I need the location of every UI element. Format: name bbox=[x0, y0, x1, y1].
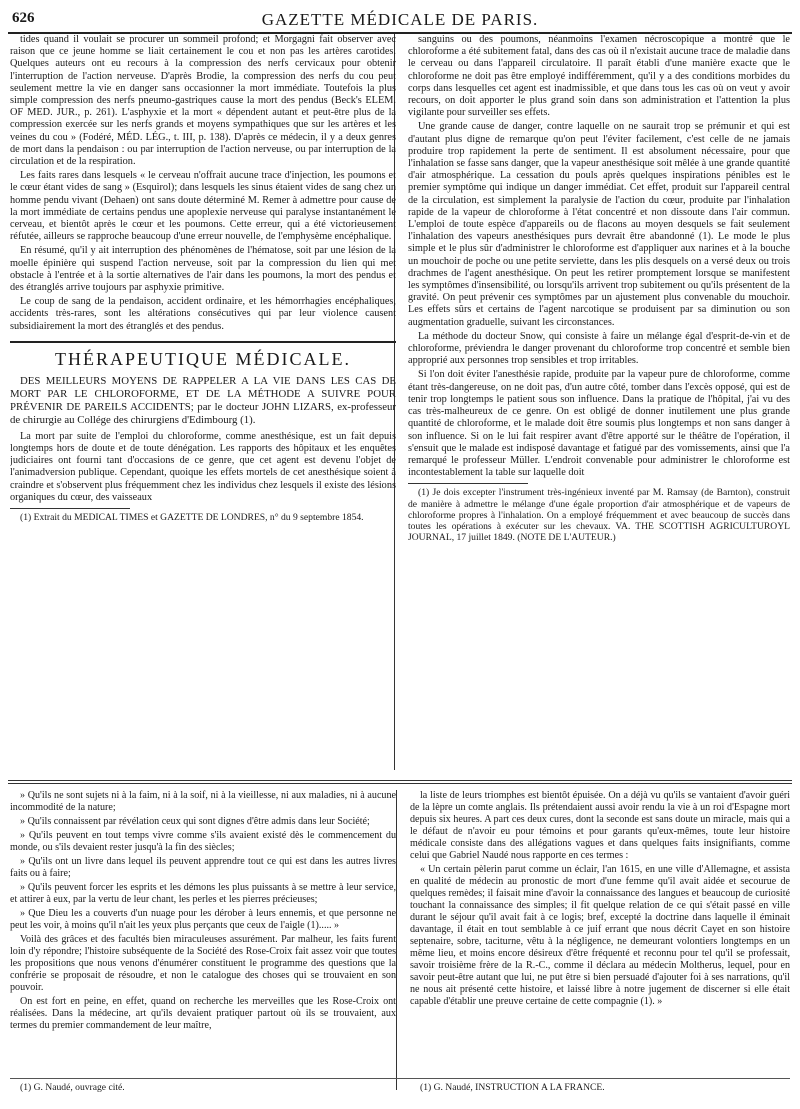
paragraph: Une grande cause de danger, contre laquelle on ne saurait trop se prémunir et qui est d'autant plus digne de remarque qu'on peut l'éviter facilement, c'est celle de ne jamais produire trop rapidement la perte de sentiment. Il est absolument nécessaire, pour que l'inhalation se fasse sans danger, que la vapeur anesthésique soit mêlée à une grande quantité d'air atmosphérique. La cessation du pouls après quelques inspirations pénibles est le premier symptôme qui indique un danger immédiat. Cet effet, produit sur l'appareil central de la circulation, est simplement la paralysie de l'action du cœur, produite par l'inhalation rapide de la vapeur de chloroforme à l'état concentré et non dissoute dans l'air commun. L'emploi de toute espèce d'appareils ou de flacons au moyen desquels se fait seulement l'inhalation des vapeurs anesthésiques purs devrait être abandonné (1). Le mode le plus simple et le plus sûr d'administrer le chloroforme est d'appliquer aux narines et à la bouche un mouchoir de poche ou une petite serviette, dans les plis desquels on a versé deux ou trois drachmes de l'agent anesthésique. On peut les retirer promptement lorsque se manifestent les symptômes d'insensibilité, ou lorsqu'ils arrivent trop subitement ou qu'ils présentent de la gravité. On peut prévenir ces symptômes par un ajustement plus convenable du mouchoir. Les effets sûrs et certains de l'agent narcotique se produisent par sa diminution ou son augmentation graduelle, suivant les circonstances. bbox=[408, 121, 790, 328]
paragraph: tides quand il voulait se procurer un sommeil profond; et Morgagni fait observer avec raison que ce jeune homme se liait certainement le cou et non pas les artères carotides. Quelques auteurs ont eu recours à la compression des nerfs cervicaux pour obtenir l'interruption de l'action nerveuse. D'après Brodie, la compression des nerfs du cou peut seulement mettre la vie en danger sans occasionner la mort immédiate. Toutefois la plus simple compression des nerfs pneumo-gastriques cause la mort des pendus (Beck's ELEM. OF MED. JUR., p. 261). L'asphyxie et la mort « dépendent autant et peut-être plus de la compression exercée sur les nerfs grands et moyens sympathiques que sur les artères et les veines du cou » (Fodéré, MÉD. LÉG., t. III, p. 138). D'après ce médecin, il y a deux genres de mort dans la pendaison : ou par interruption de l'action nerveuse, ou par interruption de la circulation et de la respiration. bbox=[10, 34, 396, 168]
paragraph: » Qu'ils ne sont sujets ni à la faim, ni à la soif, ni à la vieillesse, ni aux maladies, ni à aucune incommodité de la nature; bbox=[10, 790, 396, 813]
section-title: THÉRAPEUTIQUE MÉDICALE. bbox=[55, 348, 351, 369]
paragraph: Les faits rares dans lesquels « le cerveau n'offrait aucune trace d'injection, les poumons et le cœur étant vides de sang » (Esquirol); dans lesquels les sinus étaient vides de sang chez un homme pendu vivant (Dehaen) ont sans doute déterminé M. Remer à admettre pour cause de la mort immédiate de certains pendus une apoplexie nerveuse qui paralyse instantanément le cerveau, et bientôt après le cœur et les poumons. Cette erreur, qui a été victorieusement réfutée, ailleurs se rapproche beaucoup d'une erreur nouvelle, de l'emphysème encéphalique. bbox=[10, 170, 396, 243]
paragraph: En résumé, qu'il y ait interruption des phénomènes de l'hématose, soit par une lésion de la moelle épinière qui suspend l'action nerveuse, soit par la compression du lien qui met obstacle à l'entrée et à la sortie alternatives de l'air dans les poumons, la mort des pendus et des étranglés arrive toujours par asphyxie primitive. bbox=[10, 245, 396, 294]
paragraph: « Un certain pèlerin parut comme un éclair, l'an 1615, en une ville d'Allemagne, et assista en qualité de médecin au pronostic de mort d'une femme qu'il avait aidée et secourue de quelques remèdes; il faisait mine d'avoir la connaissance des langues et beaucoup de curiosité touchant la connaissance des simples; il fit quelque relation de ce qui s'était passé en ville durant le séjour qu'il avait fait à ce logis; bref, excepté la doctrine dans laquelle il éminait davantage, il était en tout semblable à ce juif errant que nous décrit Cayet en son histoire septenaire, sobre, taciturne, vêtu à la négligence, ne demeurant volontiers longtemps en un même lieu, et moins encore désireux d'être fréquenté et reconnu pour tel qu'il se professait, savoir troisième frère de la R.-C., comme il déclara au médecin Moltherus, lequel, pour en savoir peut-être autant que lui, ne put être si bien persuadé d'ajouter foi à ses narrations, qu'il ne nous ait présenté cette histoire, et laissé libre à notre jugement de discerner si elle était capable d'établir une preuve certaine de cette compagnie (1). » bbox=[410, 864, 790, 1007]
footnote: (1) Extrait du MEDICAL TIMES et GAZETTE DE LONDRES, n° du 9 septembre 1854. bbox=[20, 512, 364, 524]
left-column bbox=[10, 34, 396, 776]
paragraph: » Qu'ils peuvent en tout temps vivre comme s'ils avaient existé dès le commencement du monde, ou s'ils devaient rester jusqu'à la fin des siècles; bbox=[10, 830, 396, 853]
paragraph: » Qu'ils ont un livre dans lequel ils peuvent apprendre tout ce qui est dans les autres livres faits ou à faire; bbox=[10, 856, 396, 879]
publication-title: GAZETTE MÉDICALE DE PARIS. bbox=[261, 10, 539, 29]
article-subtitle: DES MEILLEURS MOYENS DE RAPPELER A LA VIE DANS LES CAS DE MORT PAR LE CHLOROFORME, ET DE LA MÉTHODE A SUIVRE POUR PRÉVENIR DE PAREILS ACCIDENTS; par le docteur JOHN LIZARS, ex-professeur de chirurgie au Collége des chirurgiens d'Edimbourg (1). bbox=[10, 374, 396, 426]
footnote: (1) G. Naudé, INSTRUCTION A LA FRANCE. bbox=[420, 1082, 605, 1093]
paragraph: La mort par suite de l'emploi du chloroforme, comme anesthésique, est un fait depuis longtemps hors de doute et de toute dénégation. Les rapports des hôpitaux et les enquêtes judiciaires ont fourni tant d'occasions de ce genre, que cet agent est devenu l'objet de l'animadversion publique. Cependant, quoique les effets mortels de cet anesthésique soient à craindre et s'observent plus fréquemment chez les individus chez lesquels il existe des lésions organiques du cœur, des vaisseaux bbox=[10, 430, 396, 503]
section-divider bbox=[10, 341, 396, 343]
feuilleton-divider bbox=[8, 780, 792, 781]
paragraph: Le coup de sang de la pendaison, accident ordinaire, et les hémorrhagies encéphaliques, accidents très-rares, sont les altérations consécutives qui par leur violence causent subsidiairement la mort des étranglés et des pendus. bbox=[10, 296, 396, 332]
page-header bbox=[8, 4, 792, 34]
paragraph: La méthode du docteur Snow, qui consiste à faire un mélange égal d'esprit-de-vin et de chloroforme, préviendra le danger provenant du chloroforme trop concentré et semble bien approprié aux personnes trop sensibles et trop irritables. bbox=[408, 330, 790, 367]
footnote: (1) G. Naudé, ouvrage cité. bbox=[20, 1082, 125, 1093]
feuilleton-left-column bbox=[10, 790, 396, 1070]
paragraph: la liste de leurs triomphes est bientôt épuisée. On a déjà vu qu'ils se vantaient d'avoir guéri de la lèpre un comte anglais. Ils prétendaient aussi avoir rendu la vie à un roi d'Espagne mort depuis six heures. A part ces deux cures, dont la seconde est sans doute un miracle, mais qui a le défaut de n'avoir eu pour témoins et pour garants qu'eux-mêmes, toute leur histoire médicale consiste dans des allégations vagues et dans quelques faits insignifiants, comme celui que Gabriel Naudé nous rapporte en ces termes : bbox=[410, 790, 790, 861]
footnote: (1) Je dois excepter l'instrument très-ingénieux inventé par M. Ramsay (de Barnton), construit de manière à admettre le mélange d'une égale proportion d'air atmosphérique et de vapeurs de chloroforme propres à l'inhalation. On a employé fréquemment et avec beaucoup de succès dans toutes les opérations à exécuter sur les chevaux. VA. THE SCOTTISH AGRICULTUROYL JOURNAL, 17 juillet 1849. (NOTE DE L'AUTEUR.) bbox=[408, 487, 790, 544]
paragraph: » Que Dieu les a couverts d'un nuage pour les dérober à leurs ennemis, et que personne ne peut les voir, à moins qu'il n'ait les yeux plus perçants que ceux de l'aigle (1)..... » bbox=[10, 908, 396, 931]
paragraph: » Qu'ils peuvent forcer les esprits et les démons les plus puissants à se mettre à leur service, et attirer à eux, par la vertu de leur chant, les perles et les pierres précieuses; bbox=[10, 882, 396, 905]
paragraph: Voilà des grâces et des facultés bien miraculeuses assurément. Par malheur, les faits furent loin d'y répondre; l'histoire subséquente de la Société des Rose-Croix fait assez voir que toutes les propositions que nous venons d'énumérer constituent le programme des questions que la confrérie se proposait de résoudre, et non le catalogue des choses qui se trouvaient en son pouvoir. bbox=[10, 934, 396, 993]
footnote-rule bbox=[408, 483, 528, 484]
footnote-rule bbox=[10, 1078, 790, 1079]
paragraph: Si l'on doit éviter l'anesthésie rapide, produite par la vapeur pure de chloroforme, comme étant très-dangereuse, on ne doit pas, d'un autre côté, tomber dans l'excès opposé, qui est de tenir trop longtemps le patient sous son influence. Dans la pratique de l'hôpital, j'ai vu des cas très-malheureux de ce genre. On est obligé de donner inutilement une plus grande quantité de chloroforme, et le malade doit être soumis plus longtemps et non sans danger à son influence. Si on le lui fait respirer avant d'être apporté sur le théâtre de l'opération, il s'ensuit que le malade est indisposé davantage et fatigué par des vomissements, ainsi que l'a remarqué le professeur Müller. L'endroit convenable pour administrer le chloroforme est incontestablement la table sur laquelle doit bbox=[408, 369, 790, 479]
feuilleton-divider bbox=[8, 783, 792, 784]
upper-article-area bbox=[8, 34, 792, 776]
feuilleton-right-column bbox=[410, 790, 790, 1070]
page-number: 626 bbox=[12, 10, 35, 26]
paragraph: sanguins ou des poumons, néanmoins l'examen nécroscopique a montré que le chloroforme a été subitement fatal, dans des cas où il n'existait aucune trace de maladie dans le cerveau ou dans l'appareil circulatoire. Il paraît établi d'une manière exacte que le chloroforme ne doit pas être employé indifféremment, qu'il y a des conditions morbides du corps dans lesquelles cet agent est inadmissible, et que dans tous les cas où on veut y avoir recours, on doit apporter le plus grand soin dans son administration et l'attention la plus vigilante pour surveiller ses effets. bbox=[408, 34, 790, 119]
paragraph: » Qu'ils connaissent par révélation ceux qui sont dignes d'être admis dans leur Société; bbox=[20, 816, 370, 827]
paragraph: On est fort en peine, en effet, quand on recherche les merveilles que les Rose-Croix ont réalisées. Dans la médecine, art qu'ils devaient pratiquer partout où ils se trouvaient, aux termes du premier commandement de leur maître, bbox=[10, 996, 396, 1031]
footnote-rule bbox=[10, 508, 130, 509]
right-column bbox=[408, 34, 790, 776]
feuilleton-area bbox=[8, 790, 792, 1100]
